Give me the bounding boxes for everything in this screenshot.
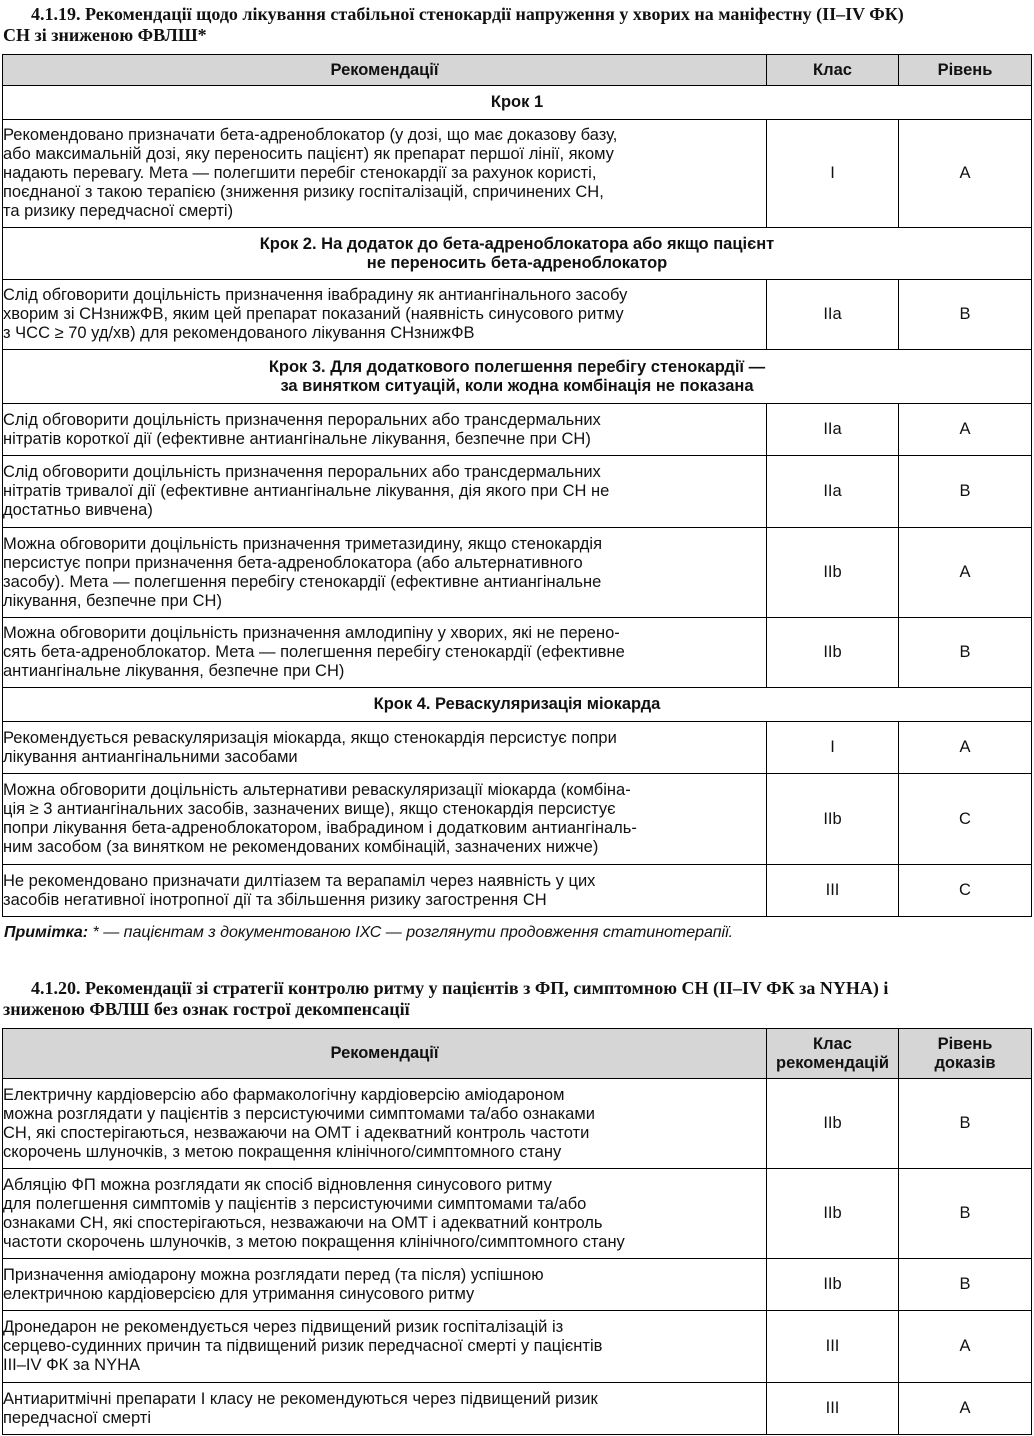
step-2-label [3, 228, 1032, 280]
recommendation-text [3, 528, 767, 618]
table-row [3, 404, 1032, 456]
text-line: Не рекомендовано призначати дилтіазем та верапаміл через наявність у цих [3, 871, 596, 890]
text-line: та ризику передчасної смерті) [3, 202, 234, 220]
text-line: Можна обговорити доцільність призначення амлодипіну у хворих, які не перено- [3, 624, 620, 642]
text-line: з ЧСС ≥ 70 уд/хв) для рекомендованого лікування СНзнижФВ [3, 324, 475, 342]
text-line: лікування, безпечне при СН) [3, 591, 222, 610]
table-row [3, 774, 1032, 865]
level-cell: B [899, 1079, 1032, 1169]
header-level [899, 1029, 1032, 1079]
text-line: Слід обговорити доцільність призначення пероральних або трансдермальних [3, 410, 601, 429]
table-row [3, 865, 1032, 917]
level-cell: B [899, 618, 1032, 688]
text-line: частоти скорочень шлуночків, з метою покращення клінічного/симптомного стану [3, 1232, 625, 1251]
class-cell: IIb [767, 1259, 899, 1311]
text-line: для полегшення симптомів у пацієнтів з персистуючими симптомами та/або [3, 1194, 587, 1213]
table-row [3, 1169, 1032, 1259]
recommendation-text [3, 1079, 767, 1169]
text-line: Призначення аміодарону можна розглядати перед (та після) успішною [3, 1265, 544, 1284]
text-line: або максимальній дозі, яку переносить пацієнт) як препарат першої лінії, якому [3, 145, 614, 163]
recommendation-text [3, 1259, 767, 1311]
recommendation-text [3, 404, 767, 456]
text-line: Електричну кардіоверсію або фармакологічну кардіоверсію аміодароном [3, 1085, 565, 1104]
title-line: зниженою ФВЛШ без ознак гострої декомпенсації [3, 999, 410, 1019]
class-cell: IIa [767, 404, 899, 456]
class-cell: IIa [767, 456, 899, 528]
text-line: серцево-судинних причин та підвищений ризик передчасної смерті у пацієнтів [3, 1337, 603, 1355]
step-row [3, 86, 1032, 120]
text-line: Можна обговорити доцільність призначення триметазидину, якщо стенокардія [3, 534, 603, 553]
table-row [3, 528, 1032, 618]
text-line: Слід обговорити доцільність призначення пероральних або трансдермальних [3, 463, 601, 481]
text-line: III–IV ФК за NYHA [3, 1356, 141, 1374]
text-line: рекомендацій [775, 1053, 890, 1072]
text-line: Антиаритмічні препарати I класу не рекомендуються через підвищений ризик [3, 1389, 598, 1408]
recommendation-text [3, 456, 767, 528]
recommendations-table-4-1-19 [2, 54, 1032, 917]
class-cell: I [767, 722, 899, 774]
text-line: Рекомендовано призначати бета-адреноблокатор (у дозі, що має доказову базу, [3, 126, 618, 144]
text-line: сять бета-адреноблокатор. Мета — полегшення перебігу стенокардії (ефективне [3, 643, 625, 661]
table-header-row [3, 1029, 1032, 1079]
text-line: не переносить бета-адреноблокатор [366, 253, 668, 272]
step-row [3, 350, 1032, 404]
header-class [767, 1029, 899, 1079]
text-line: засобів негативної інотропної дії та збільшення ризику загострення СН [3, 890, 547, 909]
title-line: 4.1.20. Рекомендації зі стратегії контролю ритму у пацієнтів з ФП, симптомною СН (II–IV ФК за NYHA) і [31, 978, 889, 998]
text-line: нітратів тривалої дії (ефективне антиангінальне лікування, дія якого при СН не [3, 482, 610, 500]
class-cell: IIb [767, 774, 899, 865]
text-line: ція ≥ 3 антиангінальних засобів, зазначених вище), якщо стенокардія персистує [3, 800, 616, 818]
level-cell: C [899, 865, 1032, 917]
class-cell: IIb [767, 528, 899, 618]
recommendations-table-4-1-20 [2, 1028, 1032, 1435]
recommendation-text [3, 774, 767, 865]
recommendation-text [3, 865, 767, 917]
text-line: персистує попри призначення бета-адреноблокатора (або альтернативного [3, 553, 583, 572]
header-class: Клас [767, 55, 899, 86]
text-line: за винятком ситуацій, коли жодна комбінація не показана [280, 376, 754, 395]
recommendation-text [3, 722, 767, 774]
table-row [3, 280, 1032, 350]
class-cell: IIa [767, 280, 899, 350]
text-line: лікування антиангінальними засобами [3, 747, 298, 766]
class-cell: IIb [767, 1169, 899, 1259]
class-cell: IIb [767, 618, 899, 688]
recommendation-text [3, 1383, 767, 1435]
class-cell: I [767, 120, 899, 228]
level-cell: C [899, 774, 1032, 865]
text-line: нітратів короткої дії (ефективне антиангінальне лікування, безпечне при СН) [3, 429, 591, 448]
text-line: Дронедарон не рекомендується через підвищений ризик госпіталізацій із [3, 1318, 564, 1336]
text-line: попри лікування бета-адреноблокатором, івабрадином і додатковим антиангіналь- [3, 819, 637, 837]
table-row [3, 1311, 1032, 1383]
level-cell: A [899, 722, 1032, 774]
section-title-4-1-20 [3, 978, 1031, 1020]
text-line: антиангінальне лікування, безпечне при СН) [3, 662, 345, 680]
table-note [4, 924, 733, 942]
text-line: Абляцію ФП можна розглядати як спосіб відновлення синусового ритму [3, 1175, 552, 1194]
text-line: СН, які спостерігаються, незважаючи на ОМТ і адекватний контроль частоти [3, 1123, 590, 1142]
note-text: * — пацієнтам з документованою ІХС — розглянути продовження статинотерапії. [88, 924, 734, 941]
level-cell: B [899, 1169, 1032, 1259]
text-line: Рекомендується реваскуляризація міокарда, якщо стенокардія персистує попри [3, 728, 617, 747]
section-title-4-1-19 [3, 4, 1031, 46]
text-line: достатньо вивчена) [3, 501, 153, 519]
note-label: Примітка: [4, 924, 89, 941]
text-line: засобу). Мета — полегшення перебігу стенокардії (ефективне антиангінальне [3, 572, 602, 591]
text-line: ознаками СН, які спостерігаються, незважаючи на ОМТ і адекватний контроль [3, 1213, 603, 1232]
level-cell: A [899, 528, 1032, 618]
text-line: Слід обговорити доцільність призначення івабрадину як антиангінального засобу [3, 286, 628, 304]
recommendation-text [3, 618, 767, 688]
title-line: СН зі зниженою ФВЛШ* [3, 25, 207, 45]
recommendation-text [3, 120, 767, 228]
table-row [3, 1383, 1032, 1435]
level-cell: A [899, 1383, 1032, 1435]
text-line: ним засобом (за винятком не рекомендованих комбінацій, зазначених нижче) [3, 838, 599, 856]
table-row [3, 618, 1032, 688]
text-line: скорочень шлуночків, з метою покращення клінічного/симптомного стану [3, 1142, 562, 1161]
text-line: можна розглядати у пацієнтів з персистуючими симптомами та/або ознаками [3, 1104, 595, 1123]
header-level: Рівень [899, 55, 1032, 86]
level-cell: A [899, 120, 1032, 228]
text-line: хворим зі СНзнижФВ, яким цей препарат показаний (наявність синусового ритму [3, 305, 624, 323]
header-recommendations: Рекомендації [3, 1029, 767, 1079]
step-1-label: Крок 1 [3, 86, 1032, 120]
level-cell: A [899, 1311, 1032, 1383]
level-cell: B [899, 456, 1032, 528]
text-line: Крок 3. Для додаткового полегшення перебігу стенокардії — [268, 357, 766, 376]
text-line: доказів [934, 1053, 996, 1072]
step-3-label [3, 350, 1032, 404]
table-row [3, 1079, 1032, 1169]
text-line: надають перевагу. Мета — полегшити перебіг стенокардії за рахунок користі, [3, 164, 597, 182]
text-line: Клас [813, 1034, 852, 1053]
recommendation-text [3, 1169, 767, 1259]
table-row [3, 1259, 1032, 1311]
level-cell: A [899, 404, 1032, 456]
text-line: поєднаної з такою терапією (зниження ризику госпіталізацій, спричинених СН, [3, 183, 604, 201]
table-row [3, 456, 1032, 528]
step-4-label: Крок 4. Реваскуляризація міокарда [3, 688, 1032, 722]
text-line: Крок 2. На додаток до бета-адреноблокатора або якщо пацієнт [259, 234, 775, 253]
text-line: Рівень [937, 1034, 993, 1053]
class-cell: III [767, 1311, 899, 1383]
text-line: передчасної смерті [3, 1408, 152, 1427]
class-cell: III [767, 1383, 899, 1435]
text-line: Можна обговорити доцільність альтернативи реваскуляризації міокарда (комбіна- [3, 781, 631, 799]
step-row [3, 688, 1032, 722]
table-row [3, 722, 1032, 774]
class-cell: IIb [767, 1079, 899, 1169]
level-cell: B [899, 280, 1032, 350]
text-line: електричною кардіоверсією для утримання синусового ритму [3, 1284, 475, 1303]
level-cell: B [899, 1259, 1032, 1311]
recommendation-text [3, 280, 767, 350]
recommendation-text [3, 1311, 767, 1383]
step-row [3, 228, 1032, 280]
title-line: 4.1.19. Рекомендації щодо лікування стабільної стенокардії напруження у хворих на маніфестну (II–IV ФК) [31, 4, 904, 24]
table-row [3, 120, 1032, 228]
header-recommendations: Рекомендації [3, 55, 767, 86]
class-cell: III [767, 865, 899, 917]
table-header-row [3, 55, 1032, 86]
